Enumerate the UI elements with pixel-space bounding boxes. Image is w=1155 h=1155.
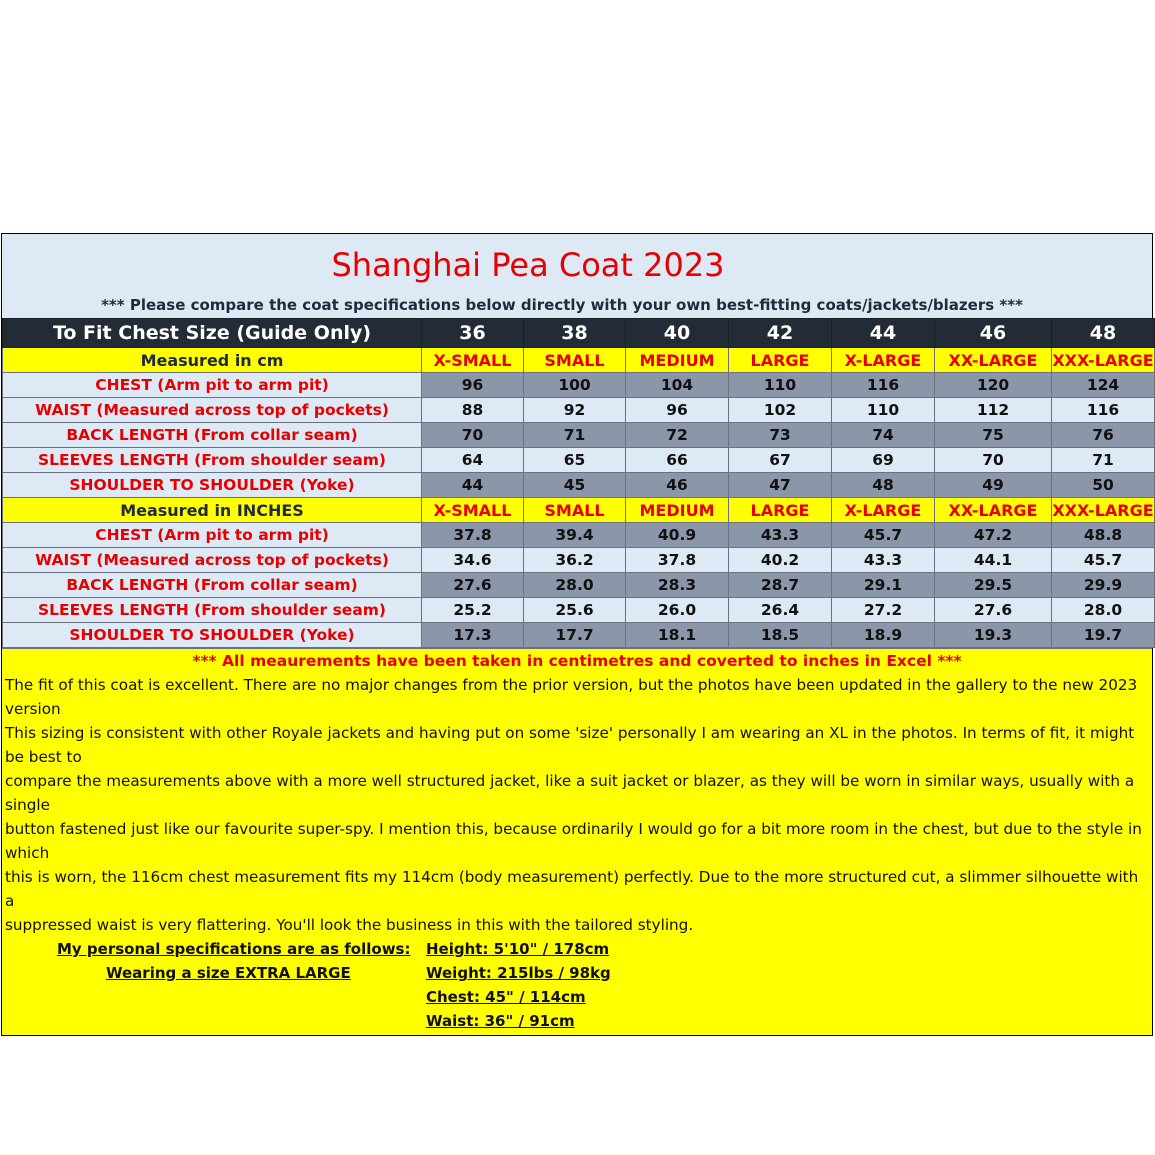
measurement-value: 27.2	[832, 598, 935, 623]
measurement-value: 29.9	[1052, 573, 1155, 598]
chest-size-cell: 42	[729, 319, 832, 348]
size-name-cell: MEDIUM	[626, 498, 729, 523]
measurement-value: 116	[832, 373, 935, 398]
measurement-value: 49	[935, 473, 1052, 498]
measurement-value: 120	[935, 373, 1052, 398]
size-name-cell: X-SMALL	[422, 498, 524, 523]
measurement-value: 45	[524, 473, 626, 498]
measurement-value: 18.9	[832, 623, 935, 648]
measurement-value: 47	[729, 473, 832, 498]
measurement-label: SHOULDER TO SHOULDER (Yoke)	[3, 473, 422, 498]
notes-line: The fit of this coat is excellent. There are no major changes from the prior version, but the photos have been updated in the gallery to the new 2023 version	[5, 676, 1138, 718]
table-row	[3, 523, 1155, 548]
size-name-cell: X-LARGE	[832, 498, 935, 523]
measurement-value: 27.6	[935, 598, 1052, 623]
measurement-value: 88	[422, 398, 524, 423]
measurement-value: 17.3	[422, 623, 524, 648]
personal-specs	[2, 937, 1152, 1033]
measurement-label: BACK LENGTH (From collar seam)	[3, 573, 422, 598]
measurement-value: 96	[422, 373, 524, 398]
size-name-cell: SMALL	[524, 498, 626, 523]
measurement-value: 43.3	[729, 523, 832, 548]
chest-size-cell: 44	[832, 319, 935, 348]
measurement-value: 40.2	[729, 548, 832, 573]
measurement-value: 36.2	[524, 548, 626, 573]
measurement-value: 116	[1052, 398, 1155, 423]
measurement-value: 19.7	[1052, 623, 1155, 648]
measurement-label: WAIST (Measured across top of pockets)	[3, 548, 422, 573]
measurement-value: 104	[626, 373, 729, 398]
table-row	[3, 448, 1155, 473]
subtitle: *** Please compare the coat specifications below directly with your own best-fitting coats/jackets/blazers ***	[101, 296, 1023, 314]
measurement-value: 26.0	[626, 598, 729, 623]
measurement-value: 48.8	[1052, 523, 1155, 548]
measurement-value: 28.7	[729, 573, 832, 598]
measurement-value: 75	[935, 423, 1052, 448]
measurement-value: 25.2	[422, 598, 524, 623]
measurement-value: 67	[729, 448, 832, 473]
size-name-cell: XXX-LARGE	[1052, 348, 1155, 373]
notes-line: this is worn, the 116cm chest measurement fits my 114cm (body measurement) perfectly. Due to the more structured cut, a slimmer silhouette with a	[5, 868, 1139, 910]
measurement-value: 39.4	[524, 523, 626, 548]
chest-size-cell: 36	[422, 319, 524, 348]
measurement-label: CHEST (Arm pit to arm pit)	[3, 373, 422, 398]
measurement-label: SLEEVES LENGTH (From shoulder seam)	[3, 598, 422, 623]
measurement-value: 45.7	[832, 523, 935, 548]
measurement-label: WAIST (Measured across top of pockets)	[3, 398, 422, 423]
measurement-label: BACK LENGTH (From collar seam)	[3, 423, 422, 448]
measurement-value: 48	[832, 473, 935, 498]
chest-size-cell: 40	[626, 319, 729, 348]
measurement-label: SLEEVES LENGTH (From shoulder seam)	[3, 448, 422, 473]
size-name-cell: XX-LARGE	[935, 348, 1052, 373]
measurement-label: CHEST (Arm pit to arm pit)	[3, 523, 422, 548]
measurement-label: SHOULDER TO SHOULDER (Yoke)	[3, 623, 422, 648]
chest-size-label: To Fit Chest Size (Guide Only)	[3, 319, 422, 348]
measurement-value: 124	[1052, 373, 1155, 398]
measurement-value: 64	[422, 448, 524, 473]
spec-waist: Waist: 36" / 91cm	[426, 1012, 575, 1030]
measurement-value: 110	[832, 398, 935, 423]
size-name-cell: X-SMALL	[422, 348, 524, 373]
title-block	[2, 234, 1152, 318]
table-row	[3, 623, 1155, 648]
spec-chest: Chest: 45" / 114cm	[426, 988, 586, 1006]
measurement-value: 18.5	[729, 623, 832, 648]
measurement-value: 65	[524, 448, 626, 473]
measurement-value: 112	[935, 398, 1052, 423]
personal-specs-heading: My personal specifications are as follows:	[57, 940, 411, 958]
measurement-value: 29.5	[935, 573, 1052, 598]
unit-label: Measured in cm	[3, 348, 422, 373]
size-name-cell: X-LARGE	[832, 348, 935, 373]
table-row	[3, 398, 1155, 423]
measurement-value: 92	[524, 398, 626, 423]
measurement-value: 25.6	[524, 598, 626, 623]
measurement-value: 69	[832, 448, 935, 473]
chest-size-header-row	[3, 319, 1155, 348]
measurement-value: 47.2	[935, 523, 1052, 548]
page-title: Shanghai Pea Coat 2023	[331, 246, 725, 284]
notes-line: suppressed waist is very flattering. You'll look the business in this with the tailored styling.	[5, 916, 694, 934]
measurement-value: 27.6	[422, 573, 524, 598]
notes-heading: *** All meaurements have been taken in centimetres and coverted to inches in Excel ***	[192, 652, 962, 670]
measurement-value: 28.0	[1052, 598, 1155, 623]
unit-label: Measured in INCHES	[3, 498, 422, 523]
measurement-value: 110	[729, 373, 832, 398]
measurement-value: 71	[1052, 448, 1155, 473]
measurement-value: 72	[626, 423, 729, 448]
measurement-value: 50	[1052, 473, 1155, 498]
spec-weight: Weight: 215lbs / 98kg	[426, 964, 611, 982]
size-name-cell: XXX-LARGE	[1052, 498, 1155, 523]
size-name-cell: XX-LARGE	[935, 498, 1052, 523]
unit-row	[3, 498, 1155, 523]
spec-height: Height: 5'10" / 178cm	[426, 940, 610, 958]
measurement-value: 100	[524, 373, 626, 398]
measurement-value: 18.1	[626, 623, 729, 648]
notes-section	[2, 648, 1152, 1035]
measurement-value: 19.3	[935, 623, 1052, 648]
notes-line: compare the measurements above with a more well structured jacket, like a suit jacket or blazer, as they will be worn in similar ways, usually with a single	[5, 772, 1135, 814]
measurement-value: 70	[422, 423, 524, 448]
size-name-cell: LARGE	[729, 348, 832, 373]
size-name-cell: MEDIUM	[626, 348, 729, 373]
measurement-value: 44	[422, 473, 524, 498]
table-row	[3, 548, 1155, 573]
chest-size-cell: 38	[524, 319, 626, 348]
measurement-value: 70	[935, 448, 1052, 473]
measurement-value: 102	[729, 398, 832, 423]
measurement-value: 43.3	[832, 548, 935, 573]
measurement-value: 40.9	[626, 523, 729, 548]
measurement-value: 26.4	[729, 598, 832, 623]
measurement-value: 29.1	[832, 573, 935, 598]
measurement-value: 71	[524, 423, 626, 448]
measurement-value: 96	[626, 398, 729, 423]
measurement-value: 37.8	[626, 548, 729, 573]
measurement-value: 37.8	[422, 523, 524, 548]
chest-size-cell: 46	[935, 319, 1052, 348]
measurement-value: 66	[626, 448, 729, 473]
notes-line: button fastened just like our favourite super-spy. I mention this, because ordinarily I would go for a bit more room in the chest, but due to the style in which	[5, 820, 1142, 862]
measurement-value: 28.3	[626, 573, 729, 598]
table-row	[3, 598, 1155, 623]
measurement-value: 44.1	[935, 548, 1052, 573]
measurement-value: 28.0	[524, 573, 626, 598]
unit-row	[3, 348, 1155, 373]
measurement-value: 73	[729, 423, 832, 448]
table-row	[3, 423, 1155, 448]
measurement-value: 74	[832, 423, 935, 448]
table-row	[3, 473, 1155, 498]
notes-line: This sizing is consistent with other Royale jackets and having put on some 'size' personally I am wearing an XL in the photos. In terms of fit, it might be best to	[5, 724, 1135, 766]
notes-body	[2, 673, 1152, 937]
size-name-cell: LARGE	[729, 498, 832, 523]
measurement-value: 76	[1052, 423, 1155, 448]
size-chart-sheet	[1, 233, 1153, 1036]
measurement-value: 46	[626, 473, 729, 498]
measurement-value: 34.6	[422, 548, 524, 573]
size-table	[2, 318, 1155, 648]
table-row	[3, 373, 1155, 398]
measurement-value: 17.7	[524, 623, 626, 648]
measurement-value: 45.7	[1052, 548, 1155, 573]
size-name-cell: SMALL	[524, 348, 626, 373]
wearing-size: Wearing a size EXTRA LARGE	[106, 964, 351, 982]
chest-size-cell: 48	[1052, 319, 1155, 348]
table-row	[3, 573, 1155, 598]
